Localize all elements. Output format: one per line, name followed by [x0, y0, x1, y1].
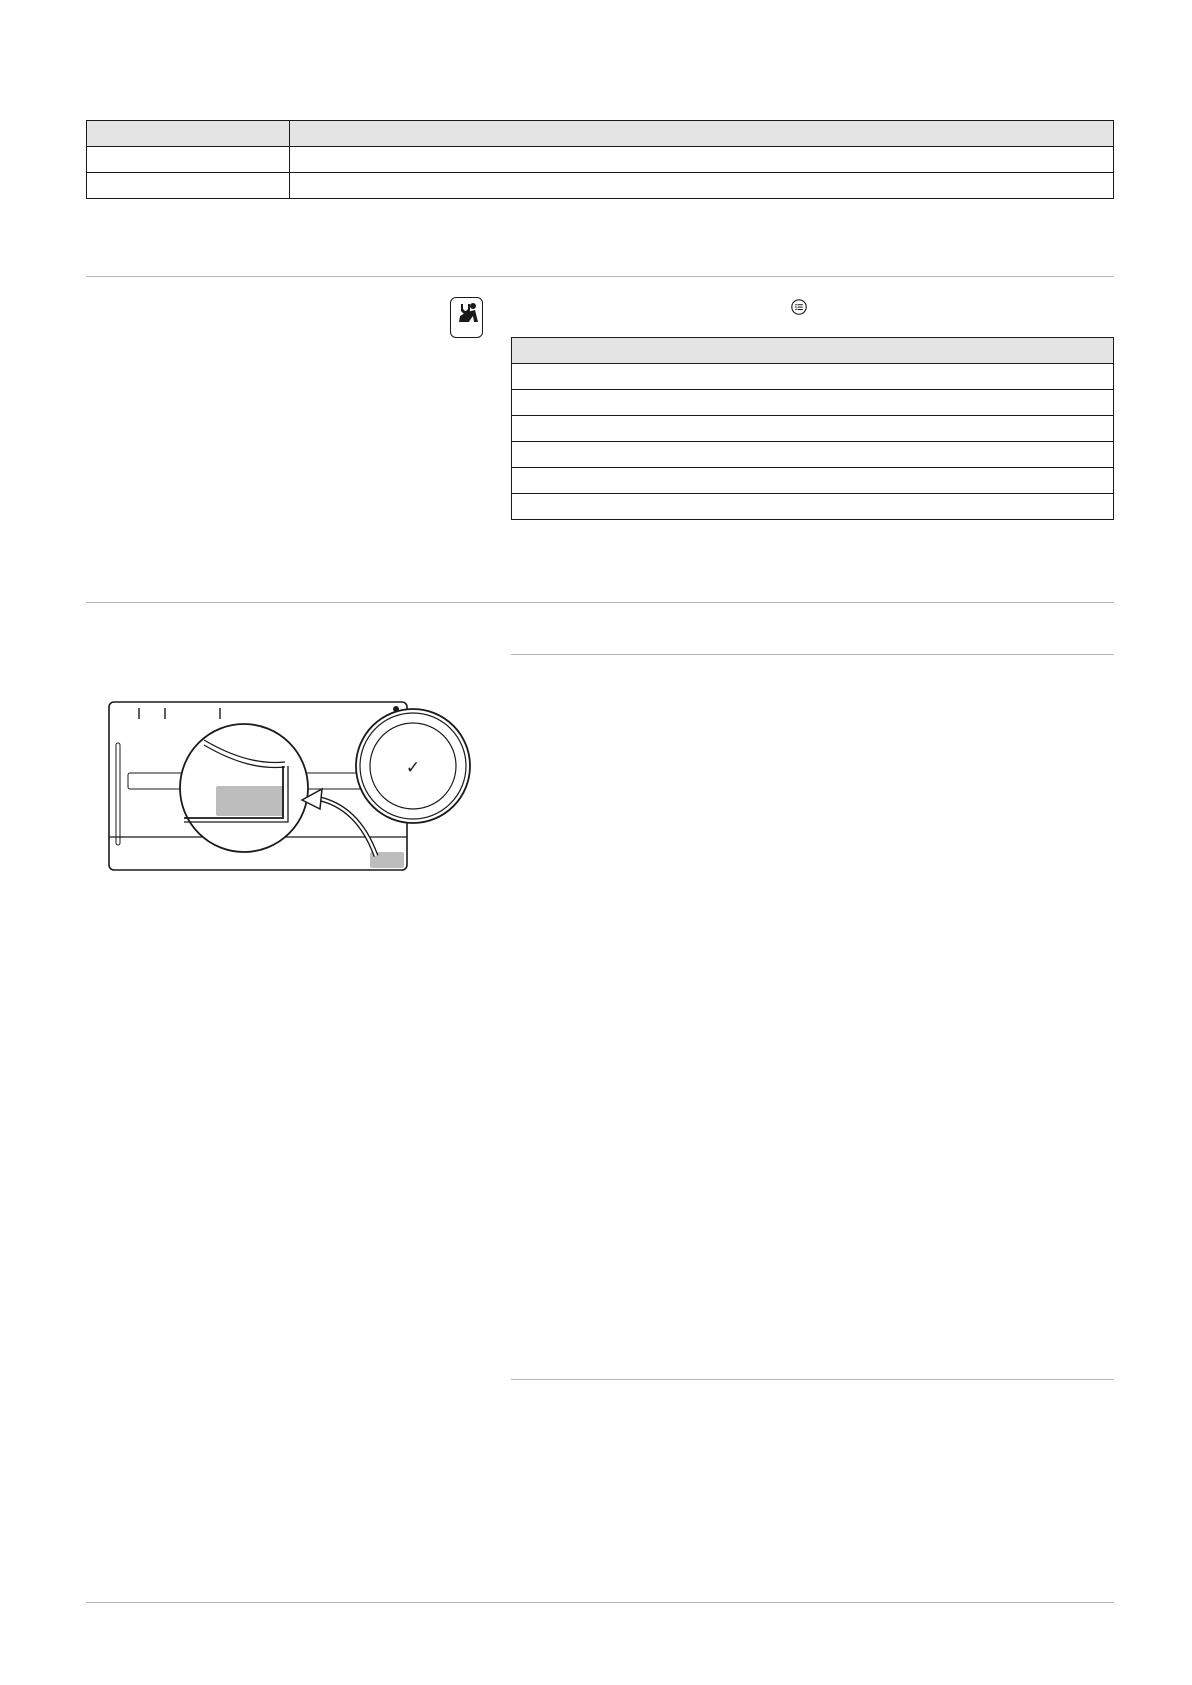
menu-table: [511, 337, 1114, 520]
control-knob: [356, 709, 470, 823]
footer-divider: [86, 1602, 1114, 1603]
table-row: [512, 442, 1114, 468]
table-cell: [512, 494, 1114, 520]
table-cell: [290, 147, 1114, 173]
menu-table-header-cell: [512, 338, 1114, 364]
control-panel-illustration: [108, 688, 472, 874]
section-divider: [86, 602, 1114, 603]
service-technician-icon: [450, 297, 483, 338]
table-cell: [87, 147, 290, 173]
table-cell: [87, 173, 290, 199]
table-row: [512, 494, 1114, 520]
table-row: [512, 468, 1114, 494]
table-row: [512, 390, 1114, 416]
menu-table-header-row: [512, 338, 1114, 364]
top-table-header-cell: [87, 121, 290, 147]
magnifier-circle: [180, 724, 308, 852]
top-table: [86, 120, 1114, 199]
top-table-header-row: [87, 121, 1114, 147]
table-row: [512, 364, 1114, 390]
table-cell: [512, 364, 1114, 390]
section-divider: [511, 1379, 1114, 1380]
table-cell: [512, 468, 1114, 494]
top-table-header-cell: [290, 121, 1114, 147]
table-row: [512, 416, 1114, 442]
section-divider: [86, 276, 1114, 277]
table-cell: [512, 416, 1114, 442]
section-divider: [511, 654, 1114, 655]
table-cell: [290, 173, 1114, 199]
check-icon: ✓: [405, 758, 421, 778]
menu-list-icon: [791, 299, 807, 315]
table-row: [87, 173, 1114, 199]
table-cell: [512, 390, 1114, 416]
table-row: [87, 147, 1114, 173]
table-cell: [512, 442, 1114, 468]
selected-button-highlight: [216, 786, 284, 816]
